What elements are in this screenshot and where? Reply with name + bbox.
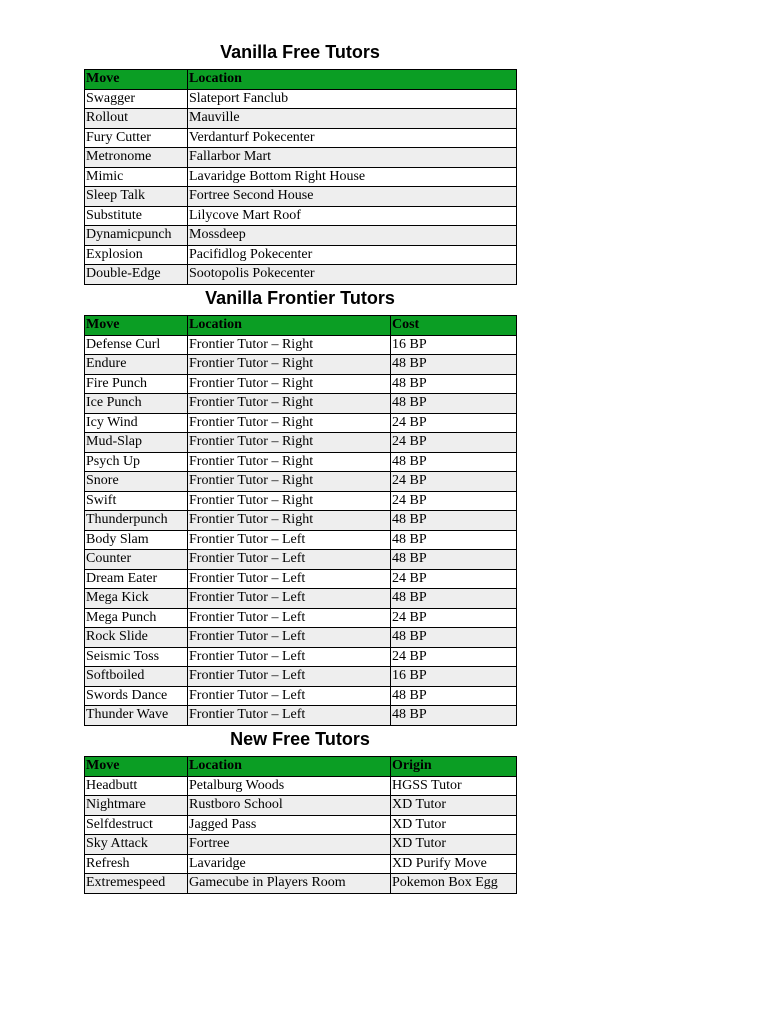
table-cell: Frontier Tutor – Right [188,511,391,531]
table-cell: Frontier Tutor – Left [188,569,391,589]
table-cell: 48 BP [391,589,517,609]
table-row [85,374,517,394]
column-header: Location [188,70,517,90]
table-row [85,433,517,453]
table-cell: 48 BP [391,550,517,570]
table-row [85,511,517,531]
table-row [85,776,517,796]
table-cell: Petalburg Woods [188,776,391,796]
table-cell: 48 BP [391,355,517,375]
table-cell: Explosion [85,245,188,265]
table-row [85,491,517,511]
column-header: Move [85,757,188,777]
table-cell: Frontier Tutor – Left [188,667,391,687]
table-cell: Frontier Tutor – Right [188,452,391,472]
table-cell: 24 BP [391,647,517,667]
table-cell: XD Tutor [391,815,517,835]
table-cell: 48 BP [391,452,517,472]
table-row [85,226,517,246]
table-row [85,265,517,285]
table-row [85,206,517,226]
table-cell: Lilycove Mart Roof [188,206,517,226]
table-cell: Defense Curl [85,335,188,355]
table-cell: Selfdestruct [85,815,188,835]
table-cell: Frontier Tutor – Left [188,628,391,648]
table-cell: Metronome [85,148,188,168]
table-cell: Counter [85,550,188,570]
table-row [85,550,517,570]
table-header-row [85,757,517,777]
table-cell: Mud-Slap [85,433,188,453]
table-row [85,854,517,874]
table-cell: Endure [85,355,188,375]
table-row [85,355,517,375]
table-row [85,569,517,589]
table-row [85,335,517,355]
table-cell: Sootopolis Pokecenter [188,265,517,285]
table-cell: 24 BP [391,569,517,589]
table-cell: Psych Up [85,452,188,472]
table-cell: Frontier Tutor – Left [188,589,391,609]
table-cell: XD Purify Move [391,854,517,874]
table-cell: 48 BP [391,511,517,531]
table-header-row [85,70,517,90]
table-cell: 16 BP [391,335,517,355]
table-cell: Mega Punch [85,608,188,628]
table-cell: 24 BP [391,472,517,492]
table-cell: Frontier Tutor – Right [188,491,391,511]
table-cell: Snore [85,472,188,492]
table-cell: Fallarbor Mart [188,148,517,168]
table-row [85,472,517,492]
table-row [85,530,517,550]
table-cell: Dynamicpunch [85,226,188,246]
table-cell: 24 BP [391,433,517,453]
table-cell: 48 BP [391,628,517,648]
table-cell: Mauville [188,109,517,129]
table-row [85,245,517,265]
table-cell: Verdanturf Pokecenter [188,128,517,148]
table-row [85,815,517,835]
table-cell: Pacifidlog Pokecenter [188,245,517,265]
table-row [85,835,517,855]
table-cell: HGSS Tutor [391,776,517,796]
table-cell: Nightmare [85,796,188,816]
table-cell: Extremespeed [85,874,188,894]
table-cell: Frontier Tutor – Left [188,686,391,706]
table-cell: Mossdeep [188,226,517,246]
vanilla-free-tutors-title: Vanilla Free Tutors [220,42,380,62]
table-row [85,628,517,648]
table-cell: 16 BP [391,667,517,687]
table-cell: Rock Slide [85,628,188,648]
table-row [85,148,517,168]
table-cell: 24 BP [391,608,517,628]
table-row [85,167,517,187]
table-cell: Frontier Tutor – Left [188,706,391,726]
table-cell: Frontier Tutor – Right [188,433,391,453]
table-cell: Seismic Toss [85,647,188,667]
table-cell: Sky Attack [85,835,188,855]
table-row [85,394,517,414]
table-cell: Thunderpunch [85,511,188,531]
table-cell: Fortree [188,835,391,855]
table-cell: Refresh [85,854,188,874]
table-row [85,128,517,148]
table-cell: Frontier Tutor – Right [188,374,391,394]
table-row [85,874,517,894]
table-cell: Frontier Tutor – Right [188,335,391,355]
table-cell: 48 BP [391,686,517,706]
table-cell: Substitute [85,206,188,226]
table-cell: Frontier Tutor – Right [188,394,391,414]
table-cell: 48 BP [391,530,517,550]
table-cell: 48 BP [391,374,517,394]
table-cell: Swords Dance [85,686,188,706]
vanilla-frontier-tutors-table [84,315,517,726]
table-cell: Frontier Tutor – Left [188,608,391,628]
table-cell: Frontier Tutor – Left [188,530,391,550]
table-cell: Fire Punch [85,374,188,394]
column-header: Move [85,316,188,336]
column-header: Cost [391,316,517,336]
table-cell: XD Tutor [391,835,517,855]
table-cell: Jagged Pass [188,815,391,835]
table-cell: 24 BP [391,491,517,511]
table-cell: Dream Eater [85,569,188,589]
table-cell: Gamecube in Players Room [188,874,391,894]
column-header: Move [85,70,188,90]
table-row [85,647,517,667]
table-row [85,187,517,207]
table-cell: Rollout [85,109,188,129]
table-cell: Pokemon Box Egg [391,874,517,894]
table-cell: 48 BP [391,394,517,414]
table-header-row [85,316,517,336]
table-cell: Ice Punch [85,394,188,414]
table-row [85,796,517,816]
table-cell: Lavaridge [188,854,391,874]
table-cell: Sleep Talk [85,187,188,207]
table-cell: Slateport Fanclub [188,89,517,109]
table-cell: Thunder Wave [85,706,188,726]
table-cell: Rustboro School [188,796,391,816]
table-cell: Headbutt [85,776,188,796]
table-row [85,686,517,706]
table-row [85,89,517,109]
table-row [85,706,517,726]
table-cell: Frontier Tutor – Left [188,550,391,570]
table-cell: Lavaridge Bottom Right House [188,167,517,187]
vanilla-frontier-tutors-title: Vanilla Frontier Tutors [205,288,395,308]
table-cell: Frontier Tutor – Left [188,647,391,667]
table-cell: Softboiled [85,667,188,687]
table-cell: 24 BP [391,413,517,433]
table-cell: Double-Edge [85,265,188,285]
table-cell: Mimic [85,167,188,187]
column-header: Location [188,316,391,336]
new-free-tutors-table [84,756,517,894]
table-cell: XD Tutor [391,796,517,816]
table-cell: Fortree Second House [188,187,517,207]
table-cell: 48 BP [391,706,517,726]
table-row [85,109,517,129]
table-cell: Frontier Tutor – Right [188,472,391,492]
table-cell: Swift [85,491,188,511]
table-cell: Icy Wind [85,413,188,433]
column-header: Location [188,757,391,777]
table-cell: Fury Cutter [85,128,188,148]
table-row [85,667,517,687]
table-row [85,608,517,628]
column-header: Origin [391,757,517,777]
table-cell: Mega Kick [85,589,188,609]
new-free-tutors-title: New Free Tutors [230,729,370,749]
table-cell: Swagger [85,89,188,109]
table-cell: Frontier Tutor – Right [188,355,391,375]
table-cell: Body Slam [85,530,188,550]
table-row [85,452,517,472]
table-row [85,589,517,609]
table-row [85,413,517,433]
table-cell: Frontier Tutor – Right [188,413,391,433]
vanilla-free-tutors-table [84,69,517,285]
